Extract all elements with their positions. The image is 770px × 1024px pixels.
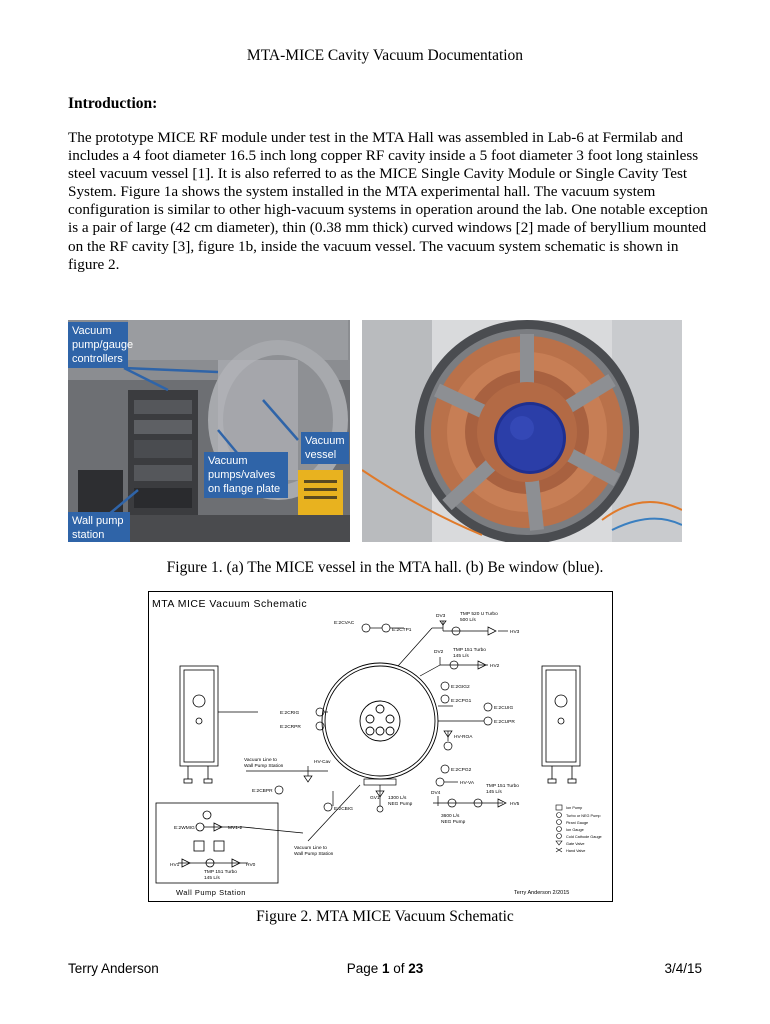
legend-hand-valve: Hand Valve	[566, 849, 586, 853]
valve-hv0: HV0	[246, 863, 256, 868]
legend-cold-cathode: Cold Cathode Gauge	[566, 835, 602, 839]
line2-label: Vacuum Line to	[294, 846, 327, 851]
valve-dv3: DV3	[436, 614, 446, 619]
line1b-label: Wall Pump Station	[244, 764, 284, 769]
valve-hvroa: HV-ROA	[454, 735, 473, 740]
neg1b-label: NEG Pump	[388, 802, 413, 807]
schematic-author-date: Terry Anderson 2/2015	[514, 890, 570, 896]
valve-hv5: HV5	[510, 802, 520, 807]
footer-page-total: 23	[408, 961, 424, 976]
callout-vessel: Vacuum vessel	[301, 432, 349, 464]
line1-label: Vacuum Line to	[244, 758, 277, 763]
gauge-low: E:2CPG2	[451, 768, 472, 773]
valve-dv2: DV2	[434, 650, 444, 655]
gauge-label-top2: E:2CTP1	[392, 628, 412, 633]
legend-ion-pump: Ion Pump	[566, 806, 583, 810]
callout-pumps-valves: Vacuum pumps/valves on flange plate	[204, 452, 288, 498]
footer-date: 3/4/15	[664, 961, 702, 976]
turbo2-label: TMP 151 Turbo	[453, 648, 486, 653]
valve-dv4: DV4	[431, 791, 441, 796]
gauge-left1: E:2CRIG	[280, 711, 300, 716]
figure-1-caption: Figure 1. (a) The MICE vessel in the MTA hall. (b) Be window (blue).	[166, 559, 604, 576]
neg2-label: 3600 L/s	[441, 814, 460, 819]
legend-ion-gauge: Ion Gauge	[566, 828, 584, 832]
gauge-left2: E:2CRPR	[280, 725, 301, 730]
gauge-mid2: E:2CPG1	[451, 699, 472, 704]
be-window-drawing	[362, 320, 682, 542]
legend-gate-valve: Gate Valve	[566, 842, 585, 846]
gauge-wall: E:2WMIG	[174, 826, 195, 831]
wall-pump-station-label: Wall Pump Station	[176, 888, 246, 897]
turbo3-speed: 145 L/s	[486, 790, 502, 795]
turbo1-label: TMP 520 U Turbo	[460, 612, 498, 617]
line2b-label: Wall Pump Station	[294, 852, 334, 857]
turbo4-speed: 145 L/s	[204, 876, 220, 881]
callout-wall-pump: Wall pump station	[68, 512, 130, 542]
valve-gv1: GV1	[370, 796, 380, 801]
legend-pirani: Pirani Gauge	[566, 821, 589, 825]
intro-paragraph: The prototype MICE RF module under test in the MTA Hall was assembled in Lab-6 at Fermilab and includes a 4 foot diameter 16.5 inch long copper RF cavity inside a 5 foot diameter 3 foot long stainless steel vacuum vessel [1]. It is also referred to as the MICE Single Cavity Module or Single Cavity Test System. Figure 1a shows the system installed in the MTA experimental hall. The vacuum system configuration is similar to other high-vacuum systems in operation around the lab. One notable exception is a pair of large (42 cm diameter), thin (0.38 mm thick) curved windows [2] made of beryllium mounted on the RF cavity [3], figure 1b, inside the vacuum vessel. The vacuum system schematic is shown in figure 2.	[68, 129, 708, 273]
gauge-right1: E:2CUIG	[494, 706, 514, 711]
valve-mv1: MV1-2	[228, 826, 243, 831]
gauge-big: E:2CBIG	[334, 807, 353, 812]
figure-1b-photo	[362, 320, 682, 542]
turbo4-label: TMP 151 Turbo	[204, 870, 237, 875]
valve-hvcav: HV-Cav	[314, 760, 331, 765]
valve-hv1: HV1	[170, 863, 180, 868]
figure-2-caption: Figure 2. MTA MICE Vacuum Schematic	[256, 908, 514, 925]
gauge-mid: E:2GIG2	[451, 685, 470, 690]
valve-hv3: HV3	[510, 630, 520, 635]
page-title: MTA-MICE Cavity Vacuum Documentation	[246, 47, 524, 64]
figure-1a-photo	[68, 320, 350, 542]
gauge-bpr: E:2CBPR	[252, 789, 273, 794]
vacuum-schematic	[148, 591, 613, 902]
footer-page-of: of	[389, 961, 409, 976]
turbo2-speed: 145 L/s	[453, 654, 469, 659]
section-heading: Introduction:	[68, 95, 158, 112]
turbo3-label: TMP 151 Turbo	[486, 784, 519, 789]
gauge-right2: E:2CUPR	[494, 720, 515, 725]
valve-hvva: HV-VA	[460, 781, 475, 786]
footer-author: Terry Anderson	[68, 961, 159, 976]
neg2b-label: NEG Pump	[441, 820, 466, 825]
figure-2-schematic	[148, 591, 613, 902]
footer-page-prefix: Page	[346, 961, 382, 976]
footer-page-number: 1	[381, 961, 390, 976]
valve-hv2: HV2	[490, 664, 500, 669]
callout-controllers: Vacuum pump/gauge controllers	[68, 322, 128, 368]
turbo1-speed: 500 L/s	[460, 618, 476, 623]
footer-page	[0, 961, 770, 976]
gauge-label-top: E:2CVAC	[334, 621, 355, 626]
schematic-title: MTA MICE Vacuum Schematic	[152, 598, 308, 610]
legend-turbo: Turbo or NEG Pump	[566, 814, 601, 818]
neg1-label: 1300 L/s	[388, 796, 407, 801]
